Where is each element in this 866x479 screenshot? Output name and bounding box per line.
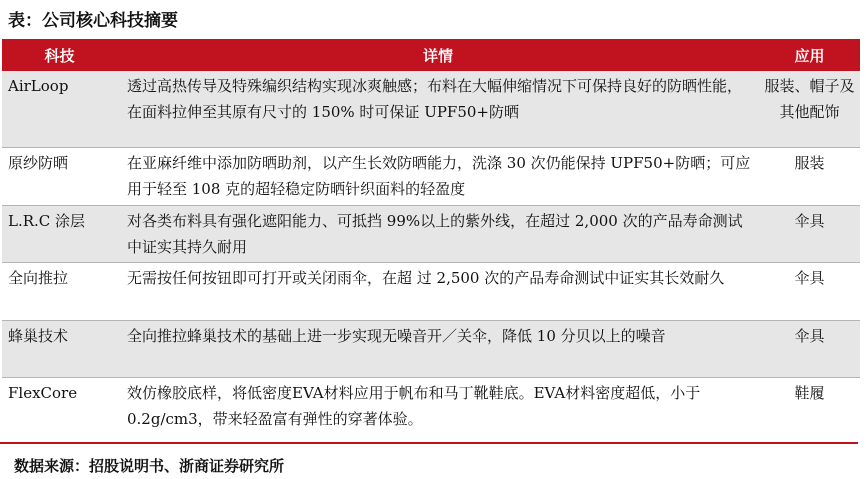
cell-detail: 透过高热传导及特殊编织结构实现冰爽触感；布料在大幅伸缩情况下可保持良好的防晒性能，在面料拉伸至其原有尺寸的 150% 时可保证 UPF50+防晒 (127, 77, 743, 121)
cell-application: 伞具 (794, 212, 825, 230)
cell-tech: L.R.C 涂层 (8, 212, 86, 230)
header-tech: 科技 (44, 46, 75, 65)
cell-application: 服装、帽子及其他配饰 (764, 77, 855, 121)
header-detail: 详情 (422, 46, 453, 65)
table-row (2, 206, 860, 263)
header-application: 应用 (794, 46, 825, 65)
cell-detail: 效仿橡胶底样，将低密度EVA材料应用于帆布和马丁靴鞋底。EVA材料密度超低，小于0.2g/cm3，带来轻盈富有弹性的穿著体验。 (127, 384, 701, 428)
data-source: 数据来源：招股说明书、浙商证券研究所 (14, 457, 285, 475)
table-row (2, 263, 860, 321)
cell-tech: 原纱防晒 (8, 154, 69, 172)
cell-tech: AirLoop (8, 77, 69, 95)
table-header (2, 39, 860, 71)
cell-detail: 对各类布料具有强化遮阳能力、可抵挡 99%以上的紫外线，在超过 2,000 次的产品寿命测试中证实其持久耐用 (127, 212, 743, 256)
cell-application: 伞具 (794, 327, 825, 345)
cell-detail: 全向推拉蜂巢技术的基础上进一步实现无噪音开／关伞，降低 10 分贝以上的噪音 (127, 327, 666, 345)
table-row (2, 378, 860, 438)
cell-tech: FlexCore (8, 384, 78, 402)
tech-table (2, 39, 860, 438)
cell-application: 服装 (794, 154, 825, 172)
cell-application: 伞具 (794, 269, 825, 287)
cell-application: 鞋履 (794, 384, 825, 402)
cell-tech: 蜂巢技术 (8, 327, 69, 345)
table-bottom-rule (0, 442, 858, 444)
table-row (2, 321, 860, 378)
table-row (2, 148, 860, 206)
page-title: 表：公司核心科技摘要 (8, 11, 178, 31)
cell-detail: 无需按任何按钮即可打开或关闭雨伞，在超 过 2,500 次的产品寿命测试中证实其长效耐久 (127, 269, 725, 287)
cell-tech: 全向推拉 (8, 269, 69, 287)
cell-detail: 在亚麻纤维中添加防晒助剂，以产生长效防晒能力，洗涤 30 次仍能保持 UPF50+防晒；可应用于轻至 108 克的超轻稳定防晒针织面料的轻盈度 (127, 154, 751, 198)
table-row (2, 71, 860, 148)
